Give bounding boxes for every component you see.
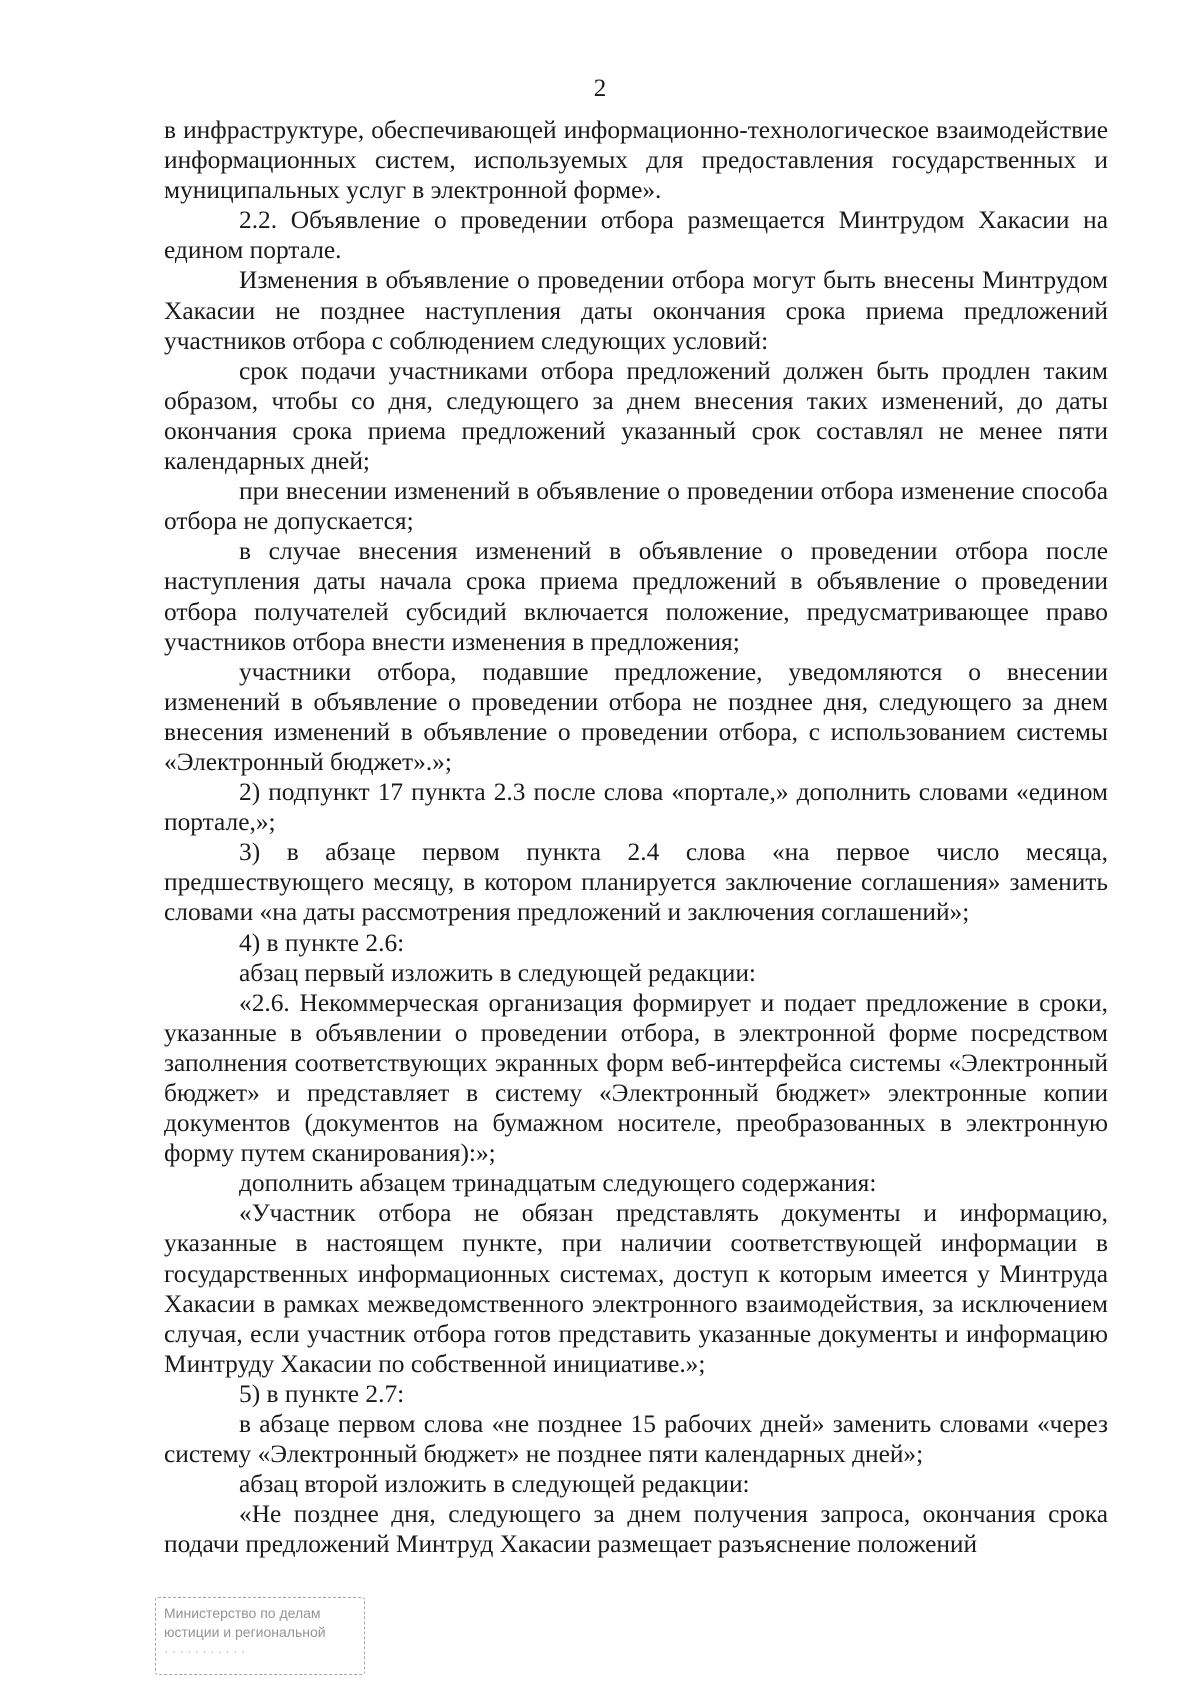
document-body [164,115,1108,1560]
paragraph: 4) в пункте 2.6: [239,928,405,957]
paragraph: дополнить абзацем тринадцатым следующего содержания: [239,1169,877,1198]
stamp-line: ··········· [164,1643,249,1659]
paragraph: срок подачи участниками отбора предложений должен быть продлен таким образом, чтобы со дня, следующего за днем внесения таких изменений, до даты окончания срока приема предложений указанный срок составлял не менее пяти календарных дней; [164,356,1108,476]
paragraph: в абзаце первом слова «не позднее 15 рабочих дней» заменить словами «через систему «Электронный бюджет» не позднее пяти календарных дней»; [164,1410,1108,1469]
paragraph: 3) в абзаце первом пункта 2.4 слова «на первое число месяца, предшествующего месяцу, в котором планируется заключение соглашения» заменить словами «на даты рассмотрения предложений и заключения соглашений»; [164,838,1108,927]
paragraph: «Не позднее дня, следующего за днем получения запроса, окончания срока подачи предложений Минтруд Хакасии размещает разъяснение положений [164,1500,1108,1559]
paragraph: 2) подпункт 17 пункта 2.3 после слова «портале,» дополнить словами «едином портале,»; [164,778,1108,837]
page-number: 2 [593,75,607,102]
paragraph: при внесении изменений в объявление о проведении отбора изменение способа отбора не допускается; [164,477,1108,536]
paragraph: в случае внесения изменений в объявление о проведении отбора после наступления даты начала срока приема предложений в объявление о проведении отбора получателей субсидий включается положение, предусматривающее право участников отбора внести изменения в предложения; [164,537,1108,656]
paragraph: абзац второй изложить в следующей редакции: [239,1470,750,1499]
paragraph: 2.2. Объявление о проведении отбора размещается Минтрудом Хакасии на едином портале. [164,206,1108,265]
paragraph: в инфраструктуре, обеспечивающей информационно-технологическое взаимодействие информационных систем, используемых для предоставления государственных и муниципальных услуг в электронной форме». [164,116,1108,205]
paragraph: Изменения в объявление о проведении отбора могут быть внесены Минтрудом Хакасии не позднее наступления даты окончания срока приема предложений участников отбора с соблюдением следующих условий: [164,266,1108,355]
stamp-line: Министерство по делам [164,1605,321,1621]
paragraph: «2.6. Некоммерческая организация формирует и подает предложение в сроки, указанные в объявлении о проведении отбора, в электронной форме посредством заполнения соответствующих экранных форм веб-интерфейса системы «Электронный бюджет» и представляет в систему «Электронный бюджет» электронные копии документов (документов на бумажном носителе, преобразованных в электронную форму путем сканирования):»; [164,988,1108,1168]
paragraph: 5) в пункте 2.7: [239,1379,405,1408]
ministry-stamp [155,1597,365,1675]
paragraph: участники отбора, подавшие предложение, уведомляются о внесении изменений в объявление о проведении отбора не позднее дня, следующего за днем внесения изменений в объявление о проведении отбора, с использованием системы «Электронный бюджет».»; [164,657,1108,776]
paragraph: «Участник отбора не обязан представлять документы и информацию, указанные в настоящем пункте, при наличии соответствующей информации в государственных информационных системах, доступ к которым имеется у Минтруда Хакасии в рамках межведомственного электронного взаимодействия, за исключением случая, если участник отбора готов представить указанные документы и информацию Минтруду Хакасии по собственной инициативе.»; [164,1199,1108,1378]
stamp-line: юстиции и региональной [164,1624,326,1640]
paragraph: абзац первый изложить в следующей редакции: [239,958,756,987]
